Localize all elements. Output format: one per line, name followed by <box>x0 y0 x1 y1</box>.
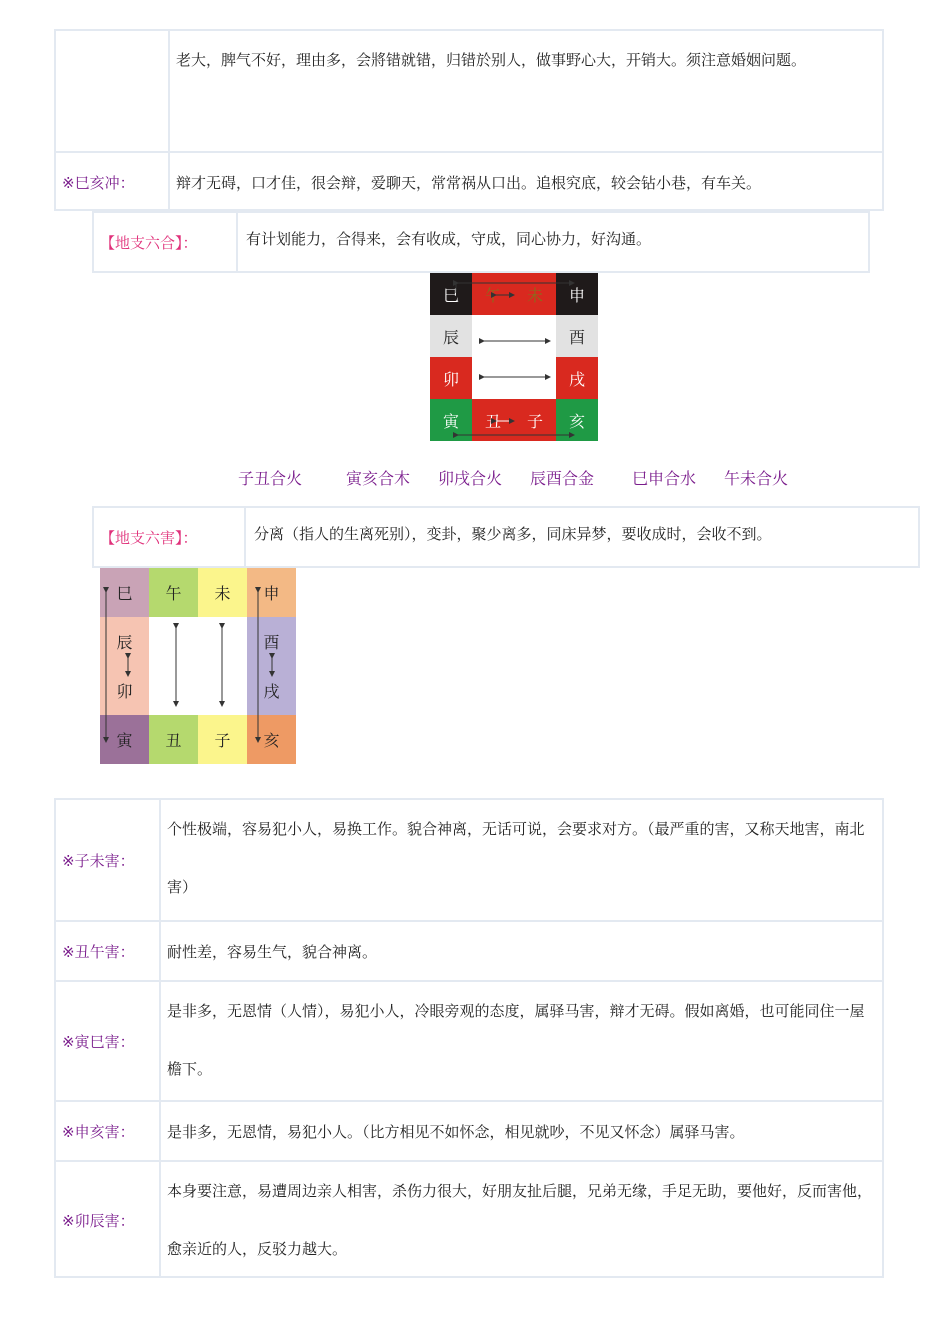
liuhai-cell-shen: 申 <box>247 568 296 617</box>
hai-row-shenhai-text: 是非多，无恩情，易犯小人。（比方相见不如怀念，相见就吵，不见又怀念）属驿马害。 <box>167 1122 745 1141</box>
liuhai-cell-chou: 丑 <box>149 715 198 764</box>
liuhai-cell-mao: 卯 <box>100 666 149 715</box>
liuhai-cell-hai: 亥 <box>247 715 296 764</box>
liuhe-cell-wu: 午 <box>472 273 514 315</box>
liuhe-label: 【地支六合】： <box>94 213 238 271</box>
liuhai-cell-you: 酉 <box>247 617 296 666</box>
liuhe-arrows <box>430 273 598 441</box>
hai-row-chouwu-label: ※丑午害： <box>56 922 161 980</box>
top-table-row-2 <box>56 151 882 211</box>
combo-zi-chou: 子丑合火 <box>238 469 303 488</box>
hai-row-ziwei-text: 个性极端，容易犯小人，易换工作。貌合神离，无话可说，会要求对方。（最严重的害，又称天地害，南北害） <box>167 820 865 896</box>
liuhai-cell-zi: 子 <box>198 715 247 764</box>
liuhe-cell-zi: 子 <box>514 399 556 441</box>
hai-row-ziwei <box>56 800 882 920</box>
liuhe-cell-hai: 亥 <box>556 399 598 441</box>
liuhai-box <box>92 506 920 568</box>
liuhe-text: 有计划能力，合得来，会有收成，守成，同心协力，好沟通。 <box>246 230 652 248</box>
hai-row-maochen-label: ※卯辰害： <box>56 1162 161 1278</box>
top-table-row-2-text: 辩才无碍，口才佳，很会辩，爱聊天，常常祸从口出。追根究底，较会钻小巷，有车关。 <box>176 173 762 192</box>
hai-row-shenhai <box>56 1100 882 1160</box>
combo-wu-wei: 午未合火 <box>724 469 789 488</box>
liuhe-combos <box>0 466 950 490</box>
hai-row-ziwei-label: ※子未害： <box>56 800 161 920</box>
hai-row-chouwu-text: 耐性差，容易生气，貌合神离。 <box>167 942 378 961</box>
liuhe-cell-xu: 戌 <box>556 357 598 399</box>
liuhe-cell-wei: 未 <box>514 273 556 315</box>
liuhai-text: 分离（指人的生离死别），变卦，聚少离多，同床异梦，要收成时，会收不到。 <box>254 525 772 543</box>
liuhai-cell-wu: 午 <box>149 568 198 617</box>
liuhai-cell-yin: 寅 <box>100 715 149 764</box>
liuhe-cell-chen: 辰 <box>430 315 472 357</box>
liuhe-box <box>92 211 870 273</box>
hai-row-shenhai-label: ※申亥害： <box>56 1102 161 1160</box>
liuhai-cell-xu: 戌 <box>247 666 296 715</box>
top-table-row-2-label: ※巳亥冲： <box>56 153 170 211</box>
top-table-row-1 <box>56 31 882 151</box>
liuhe-grid <box>430 273 598 441</box>
hai-row-chouwu <box>56 920 882 980</box>
hai-row-yinsi <box>56 980 882 1100</box>
liuhai-cell-chen: 辰 <box>100 617 149 666</box>
liuhai-cell-si: 巳 <box>100 568 149 617</box>
liuhe-cell-yin: 寅 <box>430 399 472 441</box>
liuhe-cell-mao: 卯 <box>430 357 472 399</box>
combo-si-shen: 巳申合水 <box>632 469 697 488</box>
liuhai-label: 【地支六害】： <box>94 508 246 566</box>
hai-row-maochen-text: 本身要注意，易遭周边亲人相害，杀伤力很大，好朋友扯后腿，兄弟无缘，手足无助，要他好，反而害他，愈亲近的人，反驳力越大。 <box>167 1182 873 1258</box>
liuhe-cell-chou: 丑 <box>472 399 514 441</box>
hai-row-maochen <box>56 1160 882 1278</box>
liuhai-arrows <box>100 568 296 764</box>
liuhai-cell-wei: 未 <box>198 568 247 617</box>
hai-table <box>54 798 884 1278</box>
combo-chen-you: 辰酉合金 <box>530 469 595 488</box>
top-table <box>54 29 884 211</box>
liuhe-cell-shen: 申 <box>556 273 598 315</box>
hai-row-yinsi-text: 是非多，无恩情（人情），易犯小人，冷眼旁观的态度，属驿马害，辩才无碍。假如离婚，也可能同住一屋檐下。 <box>167 1002 865 1078</box>
liuhe-cell-you: 酉 <box>556 315 598 357</box>
combo-mao-xu: 卯戌合火 <box>438 469 503 488</box>
top-table-row-1-label <box>56 31 170 151</box>
liuhai-grid <box>100 568 296 764</box>
liuhe-cell-si: 巳 <box>430 273 472 315</box>
combo-yin-hai: 寅亥合木 <box>346 469 411 488</box>
top-table-row-1-text: 老大，脾气不好，理由多，会將错就错，归错於别人，做事野心大，开销大。须注意婚姻问题。 <box>176 51 807 69</box>
hai-row-yinsi-label: ※寅巳害： <box>56 982 161 1100</box>
